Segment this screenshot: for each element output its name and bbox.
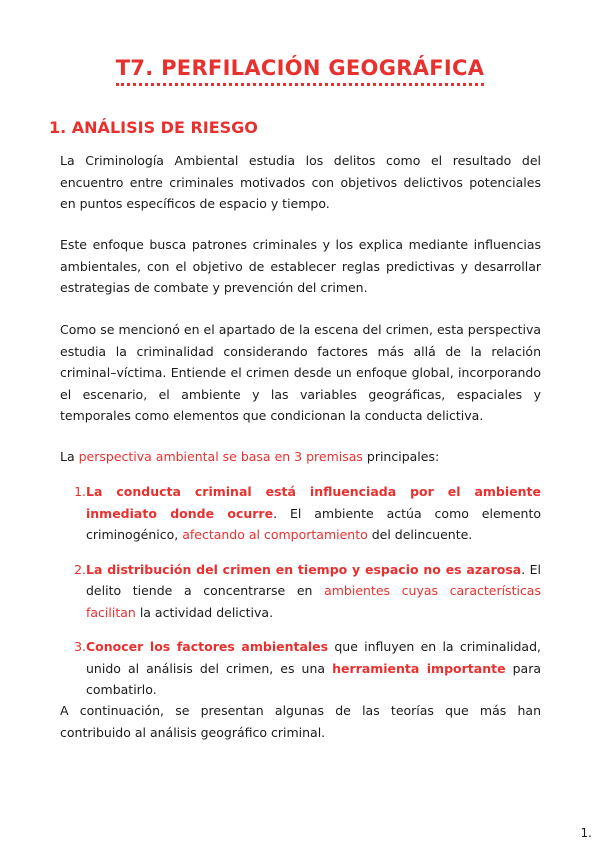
premise-text: . El delito tiende a concentrarse en — [86, 561, 541, 598]
premise-key-phrase: La distribución del crimen en tiempo y espacio no es azarosa — [86, 561, 522, 577]
list-item-text — [86, 481, 541, 546]
paragraph-perspective: Como se mencionó en el apartado de la escena del crimen, esta perspectiva estudia la criminalidad considerando factores más allá de la relación criminal–víctima. Entiende el crimen desde un enfoque global, incorporando el escenario, el ambiente y las variables geográficas, espaciales y temporales como elementos que condicionan la conducta delictiva. — [60, 322, 541, 423]
premise-key-phrase: Conocer los factores ambientales — [86, 639, 329, 654]
premise-text-end: la actividad delictiva. — [135, 604, 274, 620]
page-title-container — [0, 56, 600, 80]
paragraph-premises-intro — [60, 446, 541, 468]
page-number: 1. — [580, 826, 592, 840]
premise-highlight: ambientes cuyas características facilitan — [86, 583, 541, 620]
paragraph-conclusion: A continuación, se presentan algunas de las teorías que más han contribuido al análisis geográfico criminal. — [60, 703, 541, 740]
premises-intro-highlight: perspectiva ambiental se basa en 3 premisas — [78, 449, 363, 464]
list-item-number: 3. — [74, 639, 86, 654]
premises-intro-end: principales: — [362, 449, 440, 464]
section-heading: 1. ANÁLISIS DE RIESGO — [49, 118, 258, 137]
premise-highlight: afectando al comportamiento — [182, 527, 368, 542]
list-item-text — [86, 559, 541, 624]
page-title: T7. PERFILACIÓN GEOGRÁFICA — [116, 56, 485, 86]
list-item — [60, 636, 541, 701]
premise-key-phrase: La conducta criminal está influenciada por el ambiente inmediato donde ocurre — [86, 484, 541, 521]
list-item — [60, 481, 541, 546]
premises-list — [60, 481, 541, 714]
premises-intro-start: La — [60, 449, 79, 464]
list-item-number: 2. — [74, 561, 86, 577]
premise-text-end: del delincuente. — [367, 527, 473, 542]
premise-text: . El ambiente actúa como elemento criminogénico, — [86, 505, 541, 542]
list-item-number: 1. — [74, 484, 86, 499]
premise-text-end: para combatirlo. — [86, 660, 541, 697]
paragraph-intro: La Criminología Ambiental estudia los delitos como el resultado del encuentro entre criminales motivados con objetivos delictivos potenciales en puntos específicos de espacio y tiempo. — [60, 153, 541, 211]
list-item-text — [86, 636, 541, 701]
paragraph-approach: Este enfoque busca patrones criminales y los explica mediante influencias ambientales, con el objetivo de establecer reglas predictivas y desarrollar estrategias de combate y prevención del crimen. — [60, 237, 541, 295]
premise-highlight: herramienta importante — [332, 660, 506, 676]
list-item — [60, 559, 541, 624]
premise-text: que influyen en la criminalidad, unido al análisis del crimen, es una — [86, 639, 542, 676]
